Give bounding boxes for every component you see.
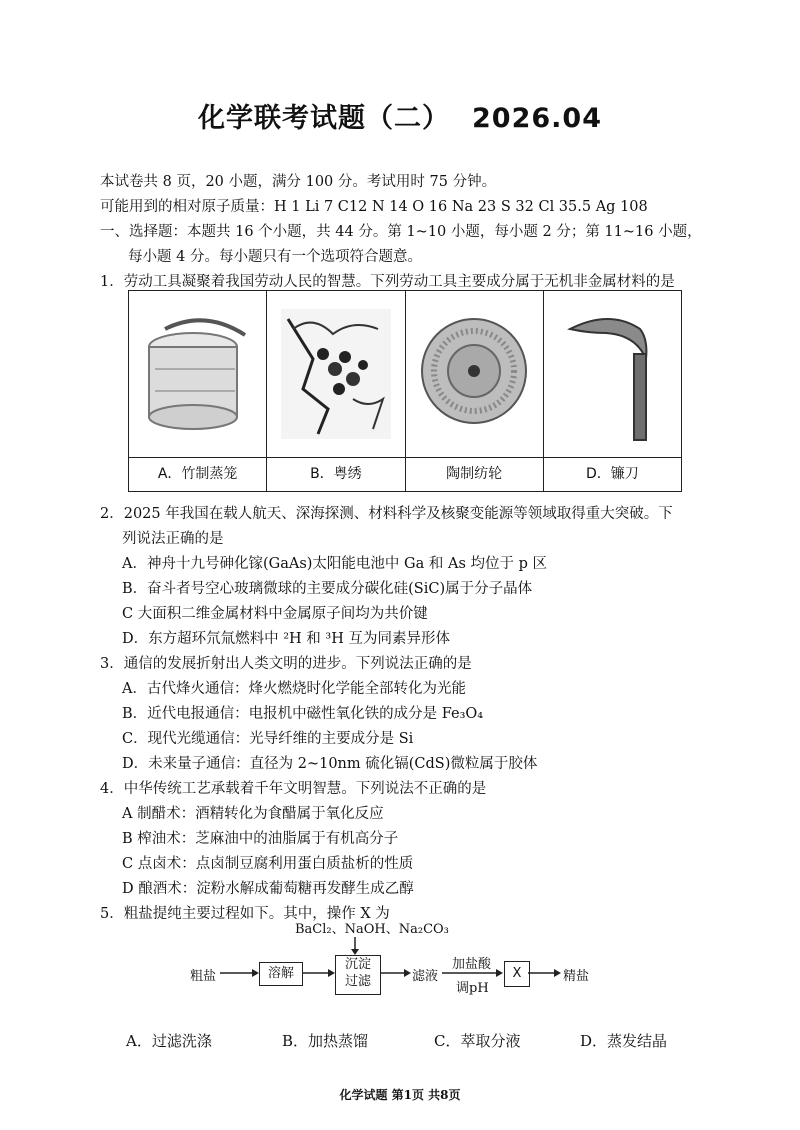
q2-option-d: D．东方超环氘氚燃料中 ²H 和 ³H 互为同素异形体 [122, 631, 450, 647]
flow-precipitate-box [335, 955, 381, 995]
q2-stem-line-2: 列说法正确的是 [122, 531, 224, 547]
q4-option-d: D 酿酒术：淀粉水解成葡萄糖再发酵生成乙醇 [122, 881, 414, 897]
page-title [0, 96, 800, 135]
intro-line-3: 一、选择题：本题共 16 个小题，共 44 分。第 1~10 小题，每小题 2 分；第 11~16 小题， [100, 224, 702, 240]
q1-option-b-caption: B．粤绣 [267, 457, 404, 491]
q3-option-b: B．近代电报通信：电报机中磁性氧化铁的成分是 Fe₃O₄ [122, 706, 484, 722]
intro-line-4: 每小题 4 分。每小题只有一个选项符合题意。 [128, 249, 422, 265]
q1-option-c-caption: 陶制纺轮 [406, 457, 543, 491]
flow-reagents: BaCl₂、NaOH、Na₂CO₃ [295, 922, 449, 937]
flow-x-box: X [504, 961, 530, 987]
flow-dissolve-box: 溶解 [259, 962, 303, 986]
q3-option-a: A．古代烽火通信：烽火燃烧时化学能全部转化为光能 [122, 681, 466, 697]
q5-option-d: D．蒸发结晶 [580, 1032, 668, 1050]
q3-option-d: D．未来量子通信：直径为 2~10nm 硫化镉(CdS)微粒属于胶体 [122, 756, 538, 772]
flow-adjust-ph: 调pH [456, 981, 489, 996]
flow-refined-salt: 精盐 [563, 969, 590, 984]
q2-stem-line-1: 2．2025 年我国在载人航天、深海探测、材料科学及核聚变能源等领域取得重大突破。下 [100, 506, 673, 522]
q1-option-a-caption: A．竹制蒸笼 [129, 457, 266, 491]
flow-crude-salt: 粗盐 [190, 969, 217, 984]
q5-stem: 5．粗盐提纯主要过程如下。其中，操作 X 为 [100, 906, 390, 922]
page-footer: 化学试题 第1页 共8页 [339, 1088, 461, 1102]
q5-flowchart [150, 915, 650, 1025]
flow-precipitate-line-1: 沉淀 [344, 957, 371, 972]
title-date: 2026.04 [472, 103, 602, 134]
bamboo-steamer-icon [135, 299, 255, 447]
q5-option-a: A．过滤洗涤 [126, 1032, 212, 1050]
q4-option-c: C 点卤术：点卤制豆腐利用蛋白质盐析的性质 [122, 856, 414, 872]
q4-option-b: B 榨油术：芝麻油中的油脂属于有机高分子 [122, 831, 399, 847]
flow-filtrate: 滤液 [412, 969, 439, 984]
intro-line-1: 本试卷共 8 页，20 小题，满分 100 分。考试用时 75 分钟。 [100, 174, 497, 190]
embroidery-icon [273, 299, 393, 447]
q1-option-b-cell [267, 291, 405, 491]
q2-option-c: C 大面积二维金属材料中金属原子间均为共价键 [122, 606, 428, 622]
q2-option-a: A．神舟十九号砷化镓(GaAs)太阳能电池中 Ga 和 As 均位于 p 区 [122, 556, 548, 572]
q1-stem: 1．劳动工具凝聚着我国劳动人民的智慧。下列劳动工具主要成分属于无机非金属材料的是 [100, 274, 675, 290]
title-text: 化学联考试题（二） [198, 103, 450, 134]
q3-option-c: C．现代光缆通信：光导纤维的主要成分是 Si [122, 731, 414, 747]
flow-add-acid: 加盐酸 [452, 957, 492, 972]
q5-option-b: B．加热蒸馏 [282, 1032, 369, 1050]
q1-option-d-caption: D．镰刀 [544, 457, 681, 491]
flow-precipitate-line-2: 过滤 [344, 974, 371, 989]
q3-stem: 3．通信的发展折射出人类文明的进步。下列说法正确的是 [100, 656, 472, 672]
intro-line-2: 可能用到的相对原子质量：H 1 Li 7 C12 N 14 O 16 Na 23 S 32 Cl 35.5 Ag 108 [100, 199, 648, 215]
sickle-icon [550, 299, 670, 447]
q4-option-a: A 制醋术：酒精转化为食醋属于氧化反应 [122, 806, 384, 822]
q1-option-c-cell [406, 291, 544, 491]
pottery-spindle-wheel-icon [412, 299, 532, 447]
q1-option-a-cell [129, 291, 267, 491]
q4-stem: 4．中华传统工艺承载着千年文明智慧。下列说法不正确的是 [100, 781, 487, 797]
q5-option-c: C．萃取分液 [434, 1032, 521, 1050]
q2-option-b: B．奋斗者号空心玻璃微球的主要成分碳化硅(SiC)属于分子晶体 [122, 581, 533, 597]
q1-option-d-cell [544, 291, 681, 491]
q1-image-table [128, 290, 682, 492]
